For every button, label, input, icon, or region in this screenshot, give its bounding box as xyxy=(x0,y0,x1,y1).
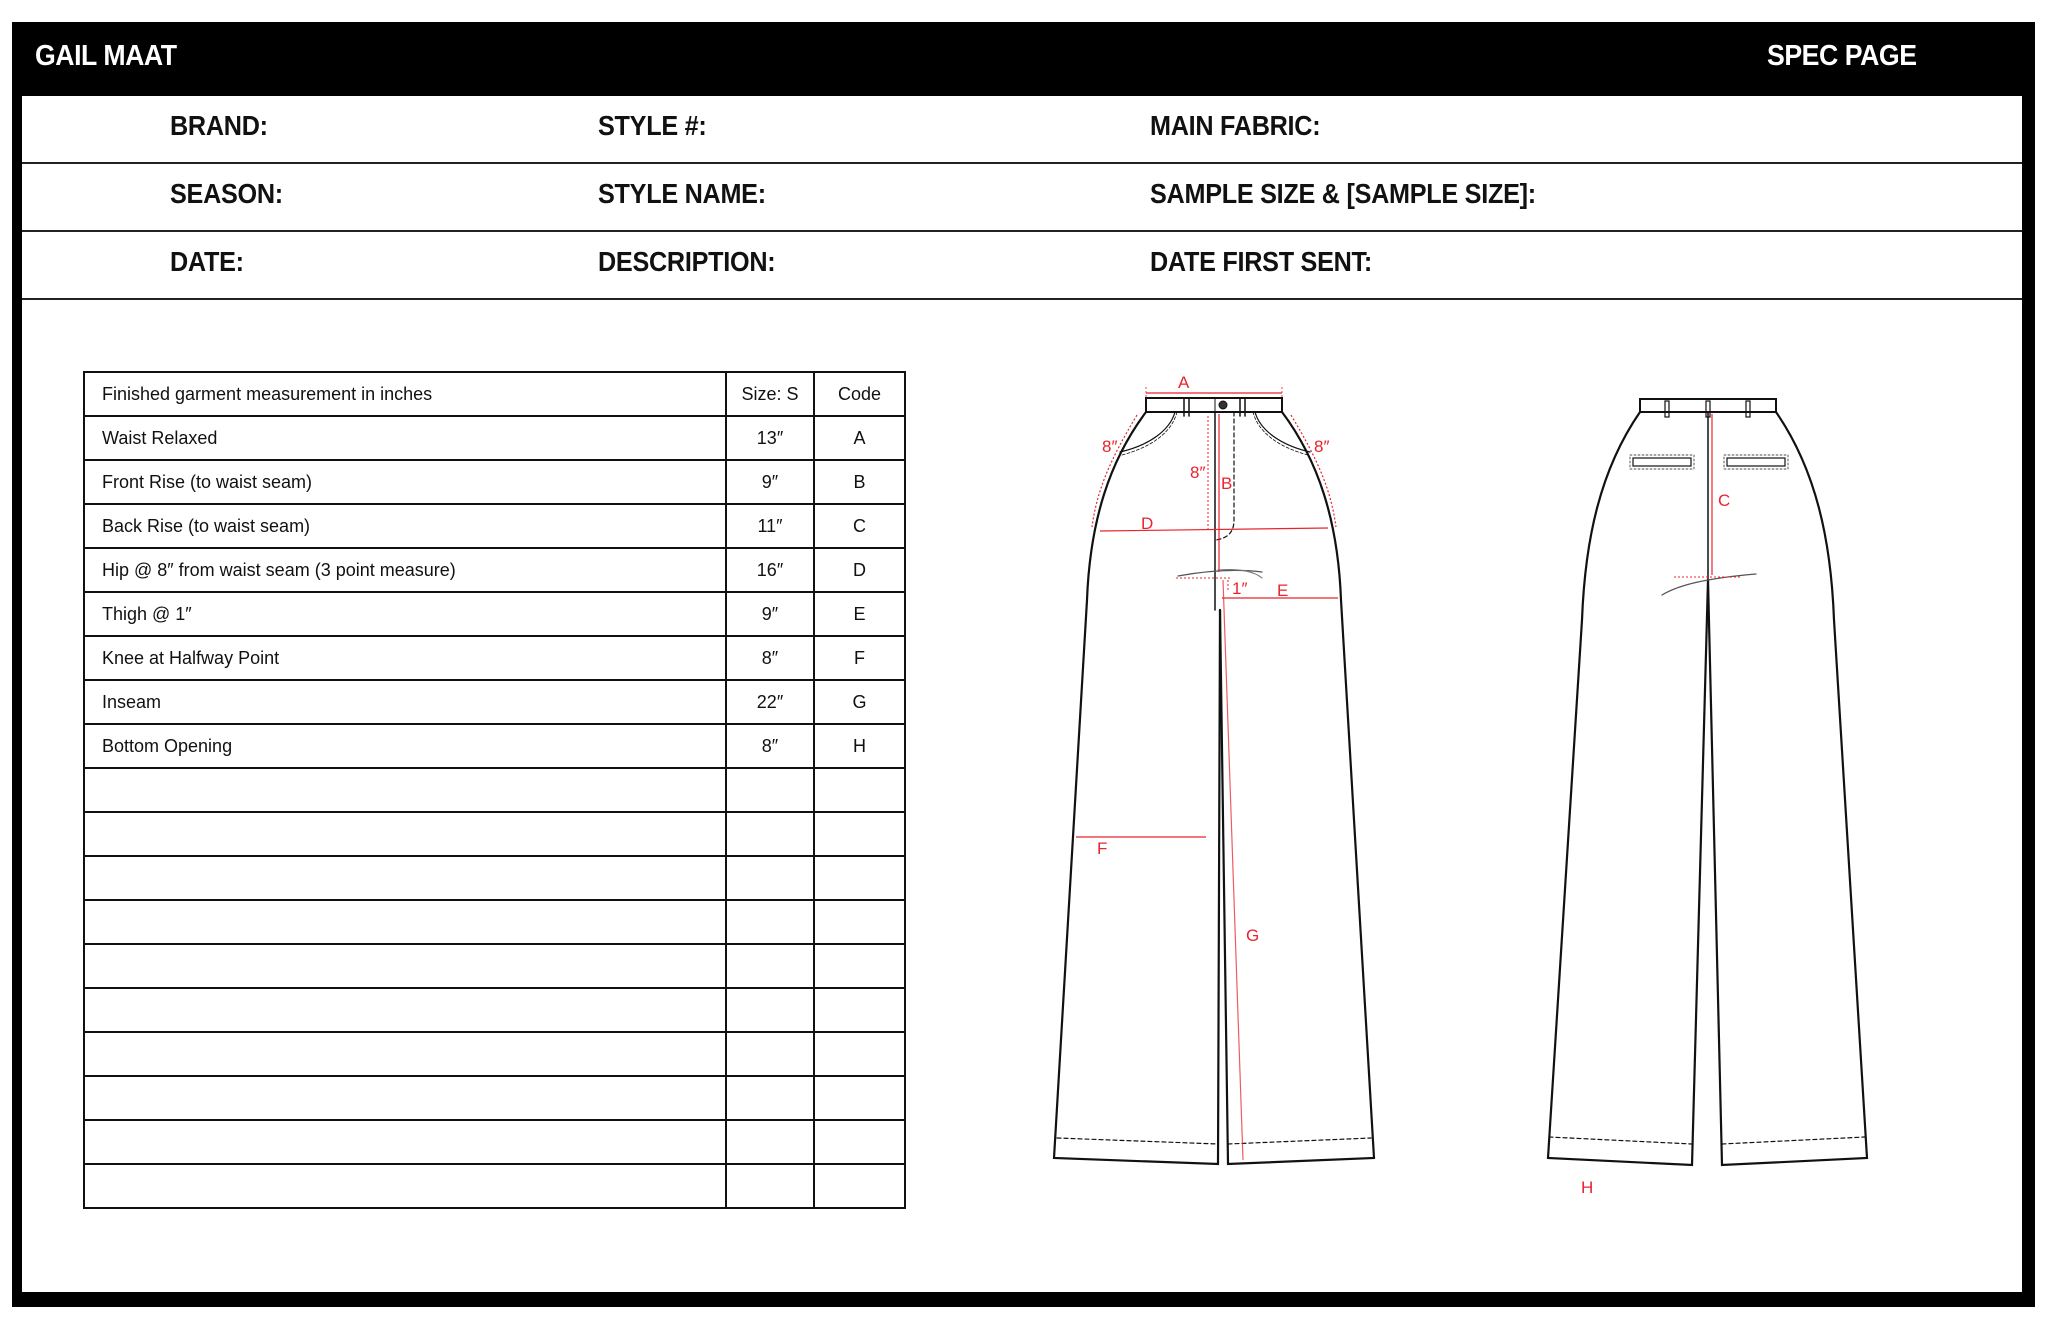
header-size: Size: S xyxy=(726,372,814,416)
label-B: B xyxy=(1221,474,1233,493)
measurement-name: Back Rise (to waist seam) xyxy=(84,504,726,548)
measurement-value: 11″ xyxy=(726,504,814,548)
label-E: E xyxy=(1277,581,1289,600)
measurement-code: B xyxy=(814,460,905,504)
back-pants-view xyxy=(1548,399,1867,1165)
label-thigh-drop: 1″ xyxy=(1232,579,1248,598)
measurement-code: G xyxy=(814,680,905,724)
header-code: Code xyxy=(814,372,905,416)
measurement-code: A xyxy=(814,416,905,460)
label-C: C xyxy=(1718,491,1731,510)
front-pants-view xyxy=(1054,398,1374,1164)
header-measurement: Finished garment measurement in inches xyxy=(84,372,726,416)
measurement-value: 9″ xyxy=(726,592,814,636)
season-field-label: SEASON: xyxy=(170,178,283,209)
sample-size-field-label: SAMPLE SIZE & [SAMPLE SIZE]: xyxy=(1150,178,1536,209)
measurement-value: 22″ xyxy=(726,680,814,724)
measurement-name: Inseam xyxy=(84,680,726,724)
measurement-code: H xyxy=(814,724,905,768)
style-name-field-label: STYLE NAME: xyxy=(598,178,766,209)
measurement-code: E xyxy=(814,592,905,636)
description-field-label: DESCRIPTION: xyxy=(598,246,776,277)
style-number-field-label: STYLE #: xyxy=(598,110,707,141)
page-label: SPEC PAGE xyxy=(1767,40,1917,72)
label-A: A xyxy=(1178,373,1190,392)
brand-field-label: BRAND: xyxy=(170,110,268,141)
measurement-name: Bottom Opening xyxy=(84,724,726,768)
date-first-sent-field-label: DATE FIRST SENT: xyxy=(1150,246,1373,277)
measurement-value: 9″ xyxy=(726,460,814,504)
measurement-name: Hip @ 8″ from waist seam (3 point measure) xyxy=(84,548,726,592)
date-field-label: DATE: xyxy=(170,246,244,277)
measurement-value: 16″ xyxy=(726,548,814,592)
label-hip-left: 8″ xyxy=(1102,437,1118,456)
front-measurement-annotations xyxy=(1076,387,1338,1160)
label-hip-drop: 8″ xyxy=(1190,463,1206,482)
measurement-code: F xyxy=(814,636,905,680)
measurement-code: C xyxy=(814,504,905,548)
label-G: G xyxy=(1246,926,1260,945)
brand-name: GAIL MAAT xyxy=(35,40,177,72)
measurement-name: Thigh @ 1″ xyxy=(84,592,726,636)
label-D: D xyxy=(1141,514,1154,533)
measurement-value: 8″ xyxy=(726,724,814,768)
front-annotation-labels xyxy=(1097,373,1329,945)
main-fabric-field-label: MAIN FABRIC: xyxy=(1150,110,1321,141)
measurement-value: 8″ xyxy=(726,636,814,680)
measurement-name: Waist Relaxed xyxy=(84,416,726,460)
measurement-name: Front Rise (to waist seam) xyxy=(84,460,726,504)
measurement-name: Knee at Halfway Point xyxy=(84,636,726,680)
measurement-value: 13″ xyxy=(726,416,814,460)
label-H: H xyxy=(1581,1178,1594,1197)
label-hip-right: 8″ xyxy=(1314,437,1330,456)
label-F: F xyxy=(1097,839,1108,858)
measurement-code: D xyxy=(814,548,905,592)
